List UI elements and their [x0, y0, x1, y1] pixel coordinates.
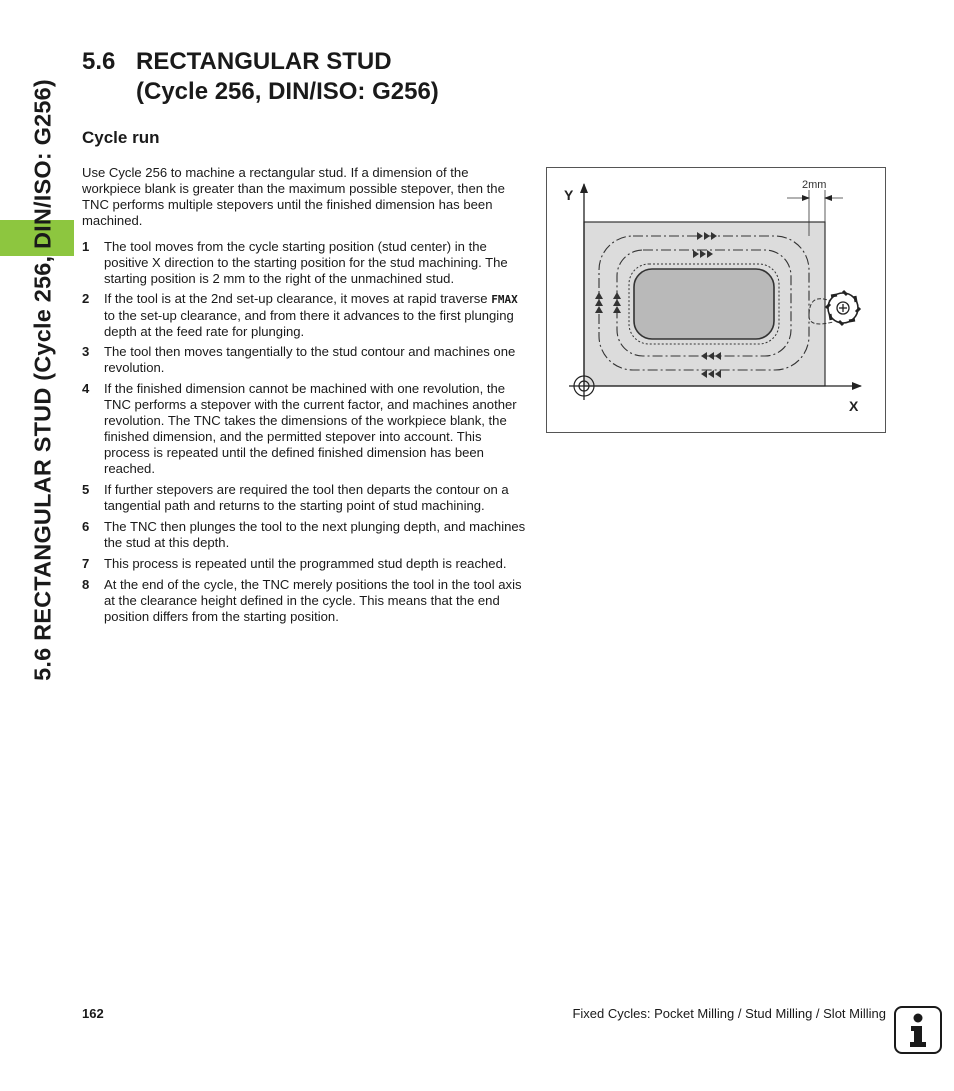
list-item — [82, 556, 528, 572]
list-item — [82, 519, 528, 551]
list-item — [82, 239, 528, 287]
section-title-line2: (Cycle 256, DIN/ISO: G256) — [136, 78, 439, 105]
milling-cutter-icon — [826, 291, 860, 325]
info-glyph — [896, 1008, 940, 1052]
step-number: 7 — [82, 556, 90, 571]
subheading: Cycle run — [82, 128, 160, 147]
step-text: If the tool is at the 2nd set-up clearance, it moves at rapid traverse — [104, 291, 488, 306]
list-item — [82, 482, 528, 514]
intro-paragraph: Use Cycle 256 to machine a rectangular stud. If a dimension of the workpiece blank is greater than the maximum possible stepover, then the TNC performs multiple stepovers until the finished dimension has been machined. — [82, 165, 505, 228]
info-icon — [894, 1006, 942, 1054]
fmax-code: FMAX — [491, 293, 518, 306]
section-heading — [82, 47, 439, 107]
step-number: 3 — [82, 344, 90, 359]
section-number: 5.6 — [82, 48, 116, 75]
page-number: 162 — [82, 1006, 104, 1021]
stud-diagram-svg — [547, 168, 885, 432]
step-text: The tool then moves tangentially to the stud contour and machines one revolution. — [104, 344, 516, 375]
step-text: At the end of the cycle, the TNC merely positions the tool in the tool axis at the clearance height defined in the cycle. This means that the end position differs from the starting position. — [104, 577, 522, 624]
x-axis-label: X — [849, 398, 859, 414]
list-item — [82, 344, 528, 376]
side-running-title: 5.6 RECTANGULAR STUD (Cycle 256, DIN/ISO: G256) — [29, 79, 56, 681]
dimension-label: 2mm — [802, 179, 827, 191]
y-axis-label: Y — [564, 187, 574, 203]
step-text: to the set-up clearance, and from there it advances to the first plunging depth at the feed rate for plunging. — [104, 308, 514, 339]
step-number: 2 — [82, 291, 90, 306]
step-number: 4 — [82, 381, 90, 396]
list-item — [82, 381, 528, 477]
step-number: 6 — [82, 519, 90, 534]
step-number: 1 — [82, 239, 90, 254]
list-item — [82, 577, 528, 625]
stud-diagram — [546, 167, 886, 433]
section-title-line1: RECTANGULAR STUD — [136, 48, 392, 75]
step-text: If the finished dimension cannot be machined with one revolution, the TNC performs a stepover with the current factor, and machines another revolution. The TNC takes the dimensions of the workpiece blank, the finished dimension, and the permitted stepover into account. This process is repeated until the defined finished dimension has been reached. — [104, 381, 517, 476]
finished-stud — [634, 269, 774, 339]
step-text: The TNC then plunges the tool to the next plunging depth, and machines the stud at this depth. — [104, 519, 526, 550]
step-list — [82, 239, 528, 625]
step-text: This process is repeated until the programmed stud depth is reached. — [104, 556, 507, 571]
step-text: The tool moves from the cycle starting position (stud center) in the positive X direction to the starting position for the stud machining. The starting position is 2 mm to the right of the unmachined stud. — [104, 239, 508, 286]
list-item — [82, 291, 528, 340]
footer-chapter-title: Fixed Cycles: Pocket Milling / Stud Milling / Slot Milling — [572, 1006, 886, 1021]
step-text: If further stepovers are required the tool then departs the contour on a tangential path and returns to the starting point of stud machining. — [104, 482, 509, 513]
step-number: 5 — [82, 482, 90, 497]
step-number: 8 — [82, 577, 90, 592]
